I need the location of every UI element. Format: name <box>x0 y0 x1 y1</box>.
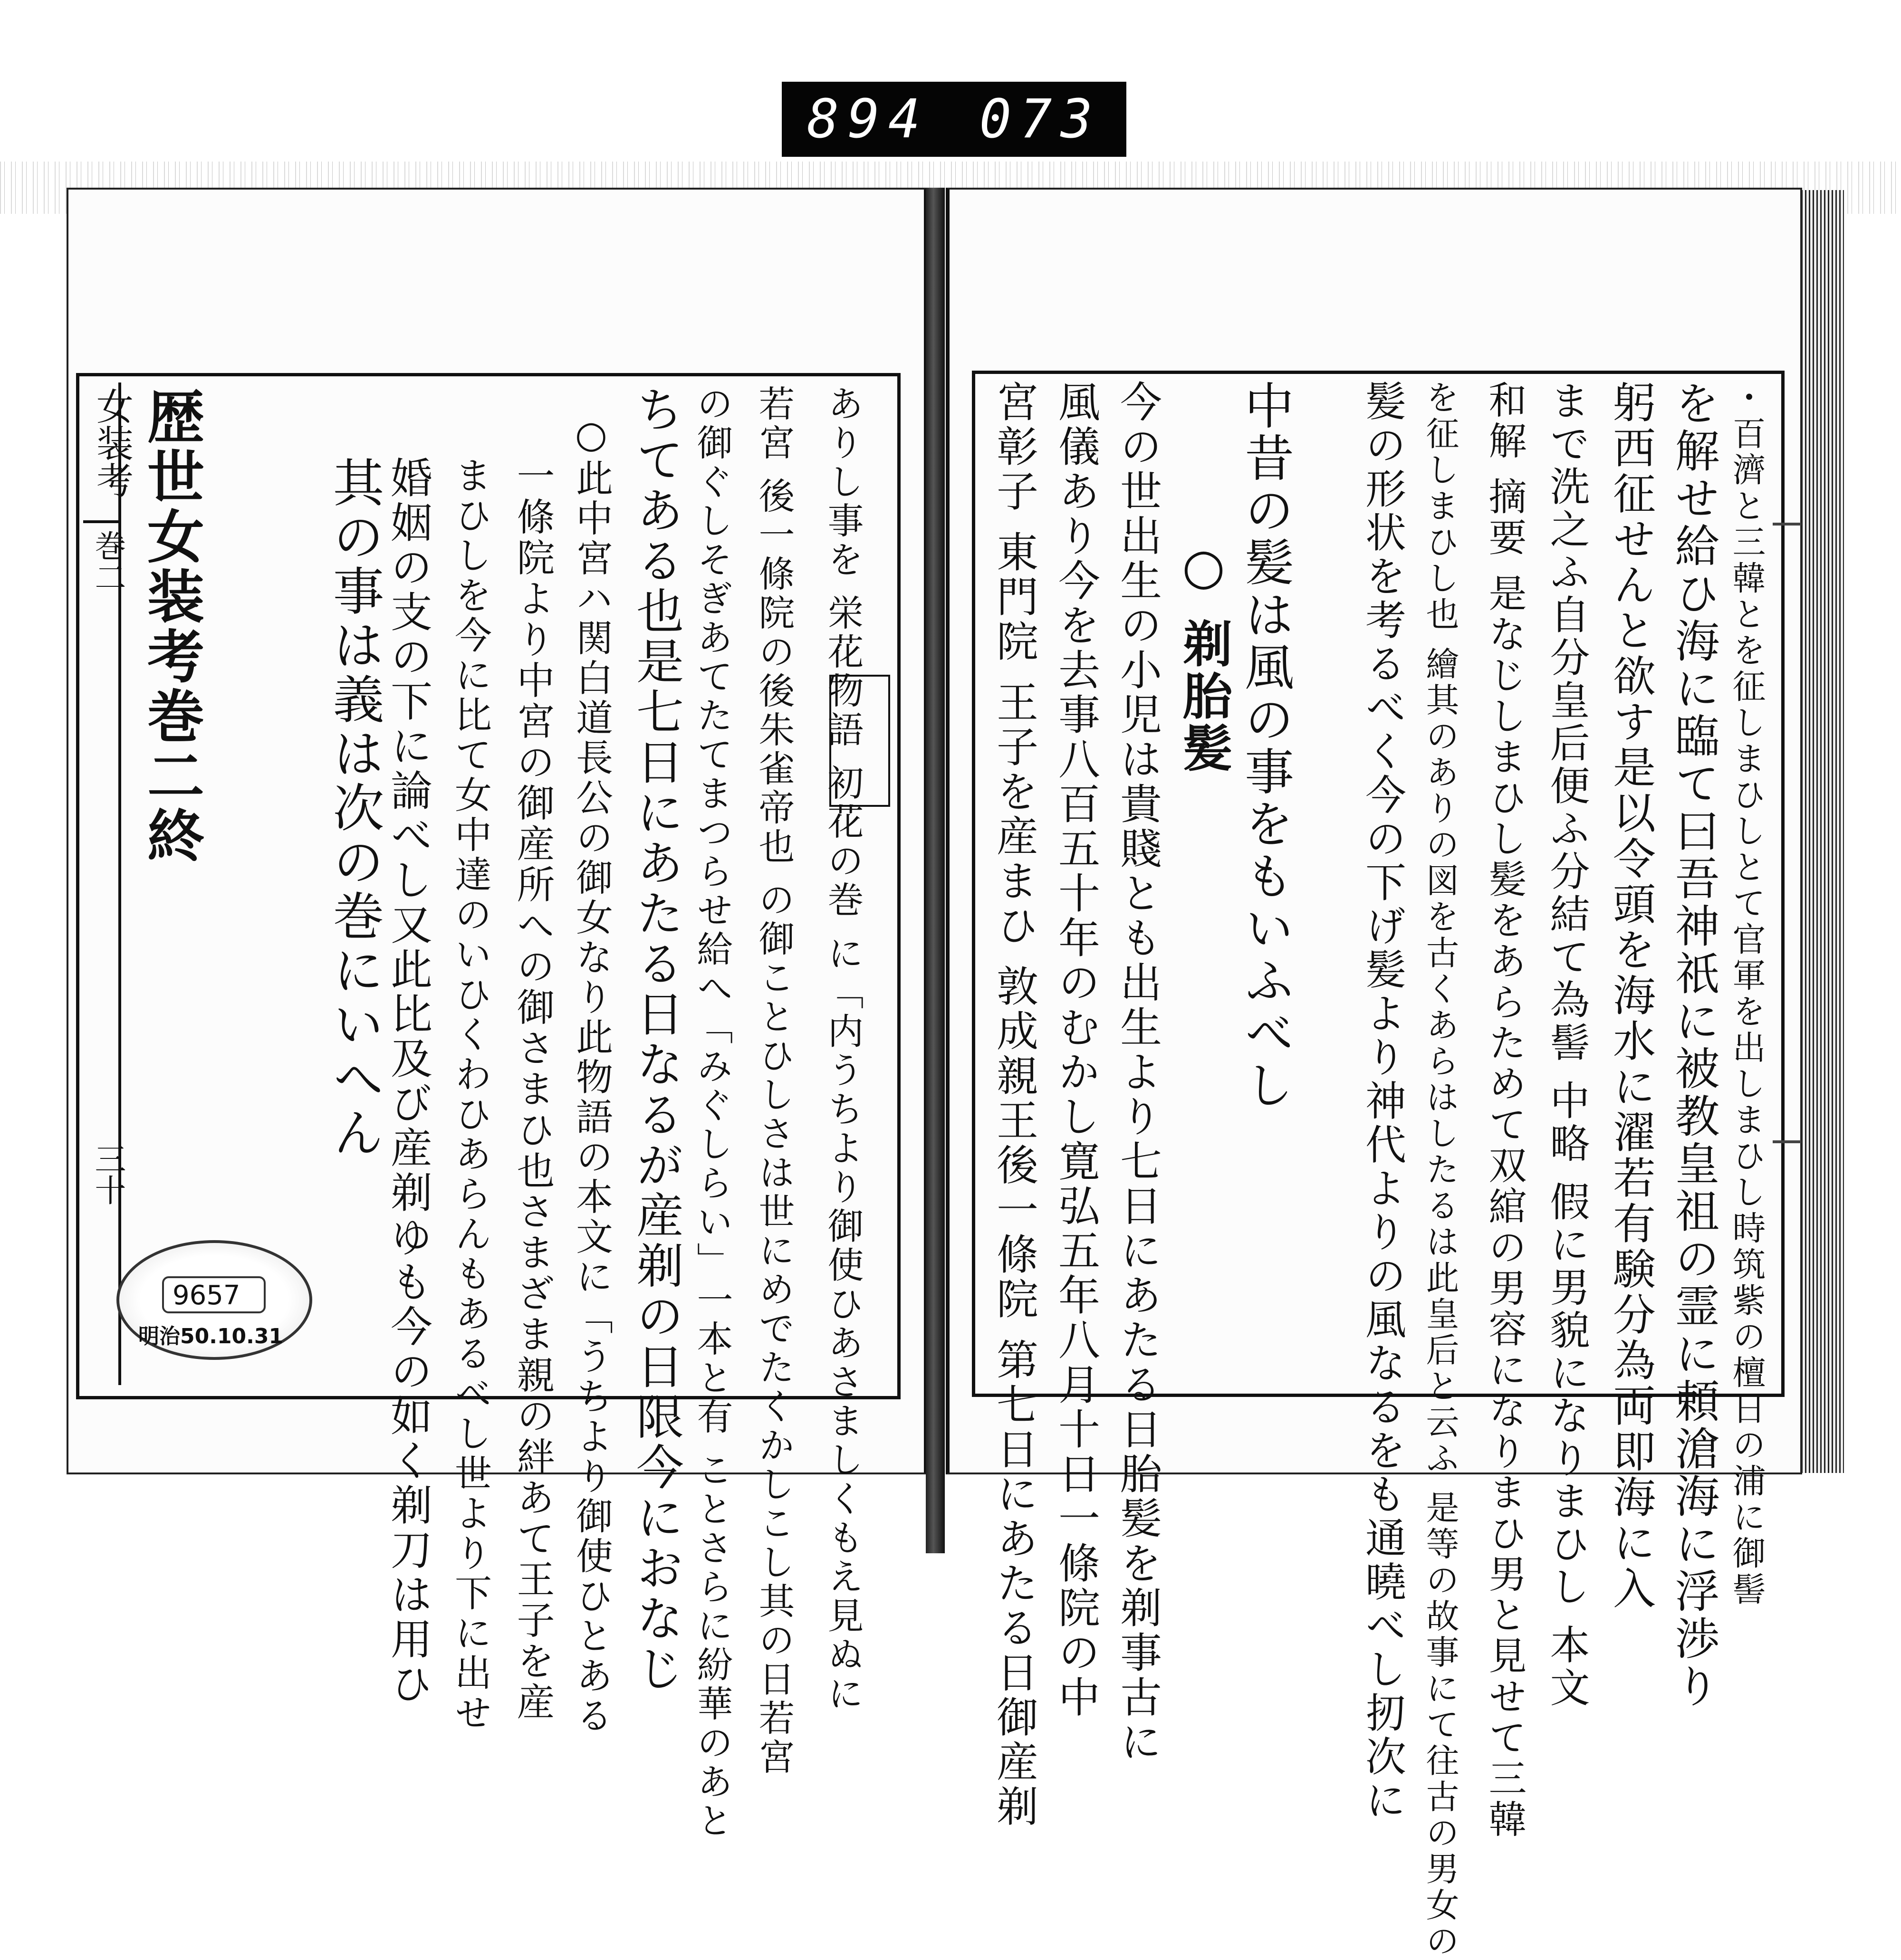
page-edge-mark <box>1773 523 1801 526</box>
text-column: 風儀あり今を去事八百五十年のむかし寛弘五年八月十日一條院の中 <box>1052 380 1101 1720</box>
page-edges <box>1801 190 1844 1473</box>
stamp-number: 9657 <box>173 1280 240 1311</box>
cited-work-box <box>829 675 890 807</box>
catalog-label <box>782 82 1126 157</box>
book-spine <box>926 188 945 1553</box>
running-head <box>83 382 133 1385</box>
section-heading: ○ 剃胎髪 <box>1174 537 1233 775</box>
text-column: 和解 摘要 是なじしまひし髪をあらためて双綰の男容になりまひ男と見せて三韓 <box>1482 380 1527 1840</box>
text-column: 宮彰子 東門院 王子を産まひ 敦成親王後一條院 第七日にあたる日御産剃 <box>990 380 1039 1829</box>
catalog-label-part2: 073 <box>979 88 1101 150</box>
page-number: 三十 <box>89 1143 126 1205</box>
running-head-divider <box>83 520 118 523</box>
text-column: 中昔の髪は風の事をもいふべし <box>1236 380 1294 1112</box>
text-column: 婚姻の支の下に論べし又此比及び産剃ゆも今の如く剃刀は用ひ <box>384 456 433 1707</box>
running-head-title: 女装考 <box>90 387 133 498</box>
running-head-volume: 巻二 <box>89 530 126 593</box>
catalog-label-part1: 894 <box>807 88 929 150</box>
stamp-date: 明治50.10.31 <box>138 1324 284 1348</box>
text-column: ・百濟と三韓とを征しまひしとて官軍を出しまひし時筑紫の檀日の浦に御髻 <box>1727 380 1766 1608</box>
text-column: ちてある也是七日にあたる日なるが産剃の日限今におなじ <box>628 385 684 1694</box>
text-column: ありし事を 栄花物語 初花の巻 に「内うちより御使ひあさましくもえ見ぬに <box>822 385 864 1714</box>
text-column: 若宮 後一條院の後朱雀帝也 の御ことひしさは世にめでたくかしこし其の日若宮 <box>753 385 795 1778</box>
text-column: 一條院より中宮の御産所への御さまひ也さまざま親の絆あて王子を産 <box>510 456 555 1723</box>
text-column: 髪の形状を考るべく今の下げ髪より神代よりの風なるをも通曉べし扨次に <box>1358 380 1406 1823</box>
text-column: の御ぐしそぎあてたてまつらせ給へ「みぐしらい」一本と有 ことさらに紛華のあと <box>691 385 733 1841</box>
text-column: を征しまひし也 繪其のありの図を古くあらはしたるは此皇后と云ふ 是等の故事にて往古の男女の <box>1421 380 1459 1960</box>
colophon-end-title: 歴世女装考巻二終 <box>138 387 205 866</box>
text-column: を解せ給ひ海に臨て曰吾神祇に被教皇祖の霊に頼滄海に浮渉り <box>1667 380 1719 1711</box>
text-column: 其の事は義は次の巻にいへん <box>324 456 384 1160</box>
text-column: ○此中宮ハ関白道長公の御女なり此物語の本文に「うちより御使ひとある <box>570 413 613 1736</box>
text-column: まひしを今に比て女中達のいひくわひあらんもあるべし世より下に出せ <box>449 456 491 1733</box>
text-column: 今の世出生の小児は貴賤とも出生より七日にあたる日胎髪を剃事古に <box>1114 380 1162 1765</box>
text-column: まで洗之ふ自分皇后便ふ分結て為髻 中略 假に男貌になりまひし 本文 <box>1544 380 1590 1710</box>
page-edge-mark <box>1773 1140 1801 1143</box>
library-stamp <box>116 1240 312 1360</box>
text-column: 躬西征せんと欲す是以令頭を海水に濯若有験分為両即海に入 <box>1605 380 1655 1612</box>
